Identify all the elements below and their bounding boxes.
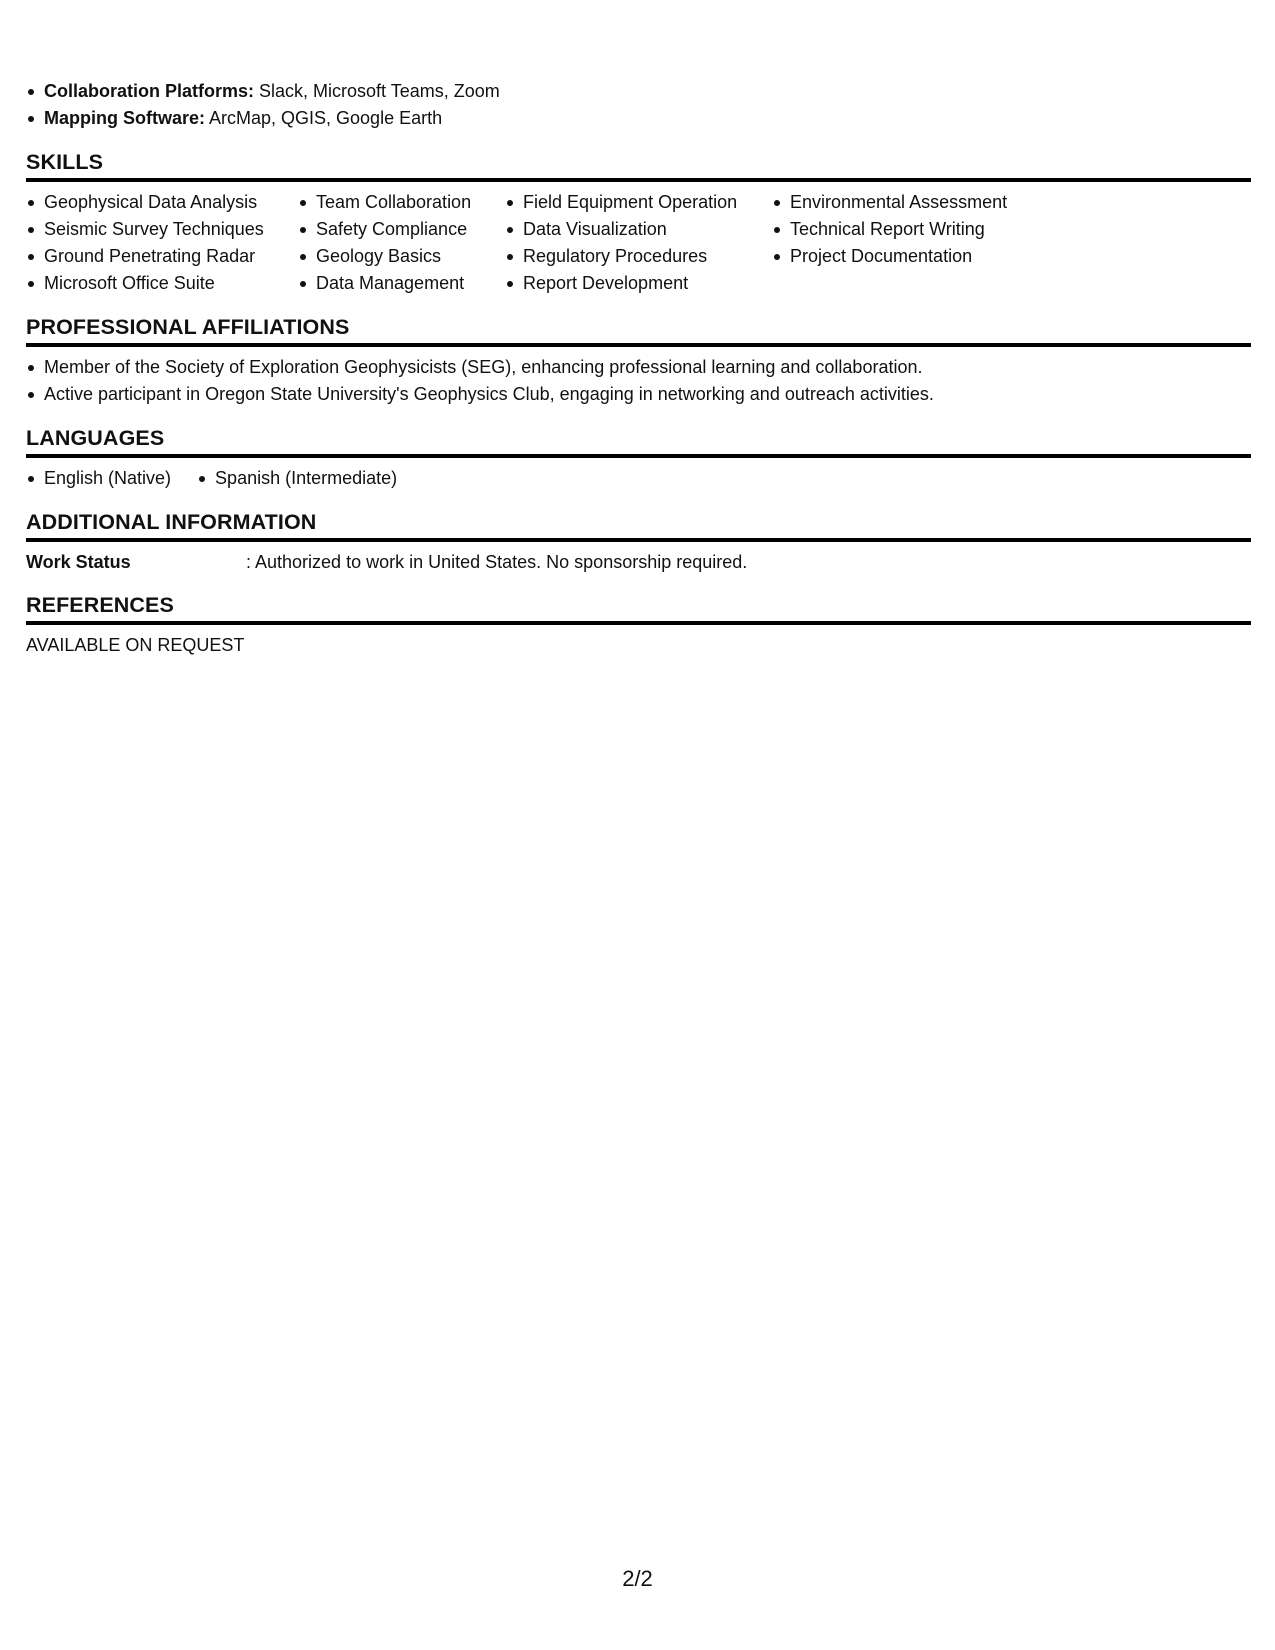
tool-value: ArcMap, QGIS, Google Earth [205, 108, 443, 128]
tool-label: Mapping Software: [44, 108, 205, 128]
work-status-row [26, 549, 1251, 575]
list-item: Team Collaboration [298, 189, 483, 216]
languages-section [26, 424, 1251, 492]
work-status-label: Work Status [26, 552, 131, 572]
affiliations-list [26, 354, 1251, 408]
list-item: Safety Compliance [298, 216, 483, 243]
list-item: Member of the Society of Exploration Geophysicists (SEG), enhancing professional learning and collaboration. [26, 354, 1251, 381]
tool-label: Collaboration Platforms: [44, 81, 255, 101]
list-item: Field Equipment Operation [505, 189, 750, 216]
page-number: 2/2 [622, 1566, 653, 1591]
skills-column [505, 189, 750, 297]
list-item: English (Native) [26, 465, 171, 492]
list-item: Data Management [298, 270, 483, 297]
skills-section [26, 148, 1251, 297]
section-heading: REFERENCES [26, 591, 1251, 625]
list-item: Active participant in Oregon State University's Geophysics Club, engaging in networking and outreach activities. [26, 381, 1251, 408]
list-item: Environmental Assessment [772, 189, 1052, 216]
list-item: Technical Report Writing [772, 216, 1052, 243]
work-status-value: : Authorized to work in United States. No sponsorship required. [246, 552, 748, 572]
list-item: Seismic Survey Techniques [26, 216, 276, 243]
skills-column [772, 189, 1052, 297]
section-heading: SKILLS [26, 148, 1251, 182]
list-item: Ground Penetrating Radar [26, 243, 276, 270]
additional-info-section [26, 508, 1251, 575]
references-section [26, 591, 1251, 658]
languages-list [26, 465, 1251, 492]
section-heading: ADDITIONAL INFORMATION [26, 508, 1251, 542]
tool-value: Slack, Microsoft Teams, Zoom [254, 81, 500, 101]
references-text: AVAILABLE ON REQUEST [26, 635, 245, 655]
list-item: Project Documentation [772, 243, 1052, 270]
skills-column [298, 189, 483, 297]
skills-grid [26, 189, 1251, 297]
list-item: Report Development [505, 270, 750, 297]
list-item: Regulatory Procedures [505, 243, 750, 270]
list-item: Microsoft Office Suite [26, 270, 276, 297]
skills-column [26, 189, 276, 297]
affiliations-section [26, 313, 1251, 408]
list-item: Geology Basics [298, 243, 483, 270]
resume-page [26, 78, 1251, 658]
list-item: Data Visualization [505, 216, 750, 243]
tools-list [26, 78, 1251, 132]
list-item: Spanish (Intermediate) [197, 465, 397, 492]
section-heading: LANGUAGES [26, 424, 1251, 458]
list-item [26, 105, 1251, 132]
list-item [26, 78, 1251, 105]
list-item: Geophysical Data Analysis [26, 189, 276, 216]
section-heading: PROFESSIONAL AFFILIATIONS [26, 313, 1251, 347]
